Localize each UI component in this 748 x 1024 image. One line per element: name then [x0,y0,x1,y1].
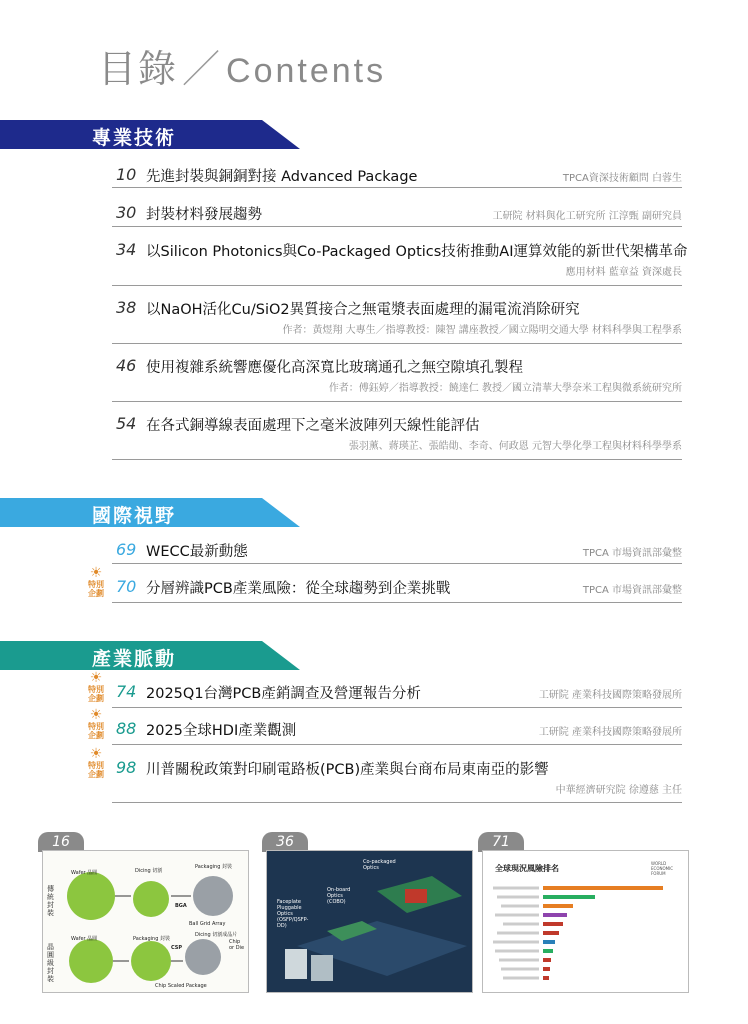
entry-author: 張羽薰、蔣瑛芷、張皓勛、李奇、何政恩 元智大學化學工程與材料科學學系 [348,441,682,452]
diagram-label: Chip or Die [229,939,245,951]
entry-title: 以Silicon Photonics與Co-Packaged Optics技術推動AI運算效能的新世代架構革命 [146,244,688,260]
page-number: 69 [116,540,137,559]
diagram-label: Ball Grid Array [189,921,226,927]
page-number: 34 [116,240,137,259]
toc-entry[interactable] [112,680,682,708]
entry-author: TPCA資深技術顧問 白蓉生 [562,173,682,184]
badge-line1: 特別 [88,722,104,731]
special-feature-badge [83,671,109,703]
entry-author: 工研院 產業科技國際策略發展所 [538,727,682,738]
diagram-label: Wafer 晶圓 [71,870,98,876]
toc-entry[interactable] [112,575,682,603]
badge-line2: 企劃 [88,589,104,598]
thumbnail-page-tab: 71 [478,832,524,852]
special-feature-badge [83,747,109,779]
badge-line1: 特別 [88,761,104,770]
page-number: 88 [116,719,137,738]
title-en: Contents [226,52,387,90]
toc-entry[interactable] [112,756,682,803]
badge-line2: 企劃 [88,770,104,779]
toc-entry[interactable] [112,201,682,227]
diagram-label: Wafer 晶圓 [71,936,98,942]
lightbulb-icon: ☀ [89,670,103,686]
page-number: 30 [116,203,137,222]
entry-author: 應用材料 藍章益 資深處長 [565,267,682,278]
diagram-label: BGA [175,903,187,909]
section-band-industry [0,641,300,670]
title-zh: 目錄 [98,47,179,91]
diagram-label: CSP [171,945,183,951]
entry-author: 作者：黃煜翔 大專生／指導教授：陳智 講座教授／國立陽明交通大學 材料科學與工程學系 [282,325,682,336]
toc-entry[interactable] [112,354,682,402]
lightbulb-icon: ☀ [89,707,103,723]
entry-author: 工研院 材料與化工研究所 江淳甄 副研究員 [492,211,682,222]
diagram-label: Dicing 切割 [135,868,163,874]
diagram-label: Faceplate Pluggable Optics (OSFP/QSFP-DD) [277,899,309,929]
badge-line1: 特別 [88,580,104,589]
toc-entry[interactable] [112,296,682,344]
entry-author: TPCA 市場資訊部彙整 [582,548,682,559]
toc-entry[interactable] [112,538,682,564]
entry-title: 2025Q1台灣PCB產銷調查及營運報告分析 [146,686,421,702]
entry-author: TPCA 市場資訊部彙整 [582,585,682,596]
special-feature-badge [83,708,109,740]
entry-title: 分層辨識PCB產業風險：從全球趨勢到企業挑戰 [146,581,451,597]
title-slash: ／ [182,47,223,91]
risk-bar-chart [483,851,688,992]
toc-entry[interactable] [112,717,682,745]
wef-logo: WORLD ECONOMIC FORUM [651,861,674,876]
entry-title: 封裝材料發展趨勢 [146,207,262,223]
section-band-international [0,498,300,527]
diagram-label: On-board Optics (COBO) [327,887,351,905]
thumbnail-frame [266,850,473,993]
section-band-tech [0,120,300,149]
diagram-label: Chip Scaled Package [155,983,207,989]
diagram-label: Co-packaged Optics [363,859,396,871]
special-feature-badge [83,566,109,598]
entry-title: WECC最新動態 [146,544,248,560]
chart-thumbnail-title: 全球現況風險排名 [495,864,559,873]
entry-author: 工研院 產業科技國際策略發展所 [538,690,682,701]
page-number: 54 [116,414,137,433]
badge-line1: 特別 [88,685,104,694]
page-number: 46 [116,356,137,375]
page-number: 38 [116,298,137,317]
entry-title: 使用複雜系統響應優化高深寬比玻璃通孔之無空隙填孔製程 [146,360,523,376]
thumbnail-page-tab: 16 [38,832,84,852]
entry-title: 川普關稅政策對印刷電路板(PCB)產業與台商布局東南亞的影響 [146,762,549,778]
entry-title: 先進封裝與銅銅對接 Advanced Package [146,169,418,185]
page-number: 70 [116,577,137,596]
lightbulb-icon: ☀ [89,565,103,581]
entry-title: 在各式銅導線表面處理下之毫米波陣列天線性能評估 [146,418,480,434]
diagram-label: Packaging 封裝 [133,936,170,942]
section-label: 專業技術 [92,127,177,149]
entry-author: 作者：傅鈺婷／指導教授：饒達仁 教授／國立清華大學奈米工程與微系統研究所 [328,383,682,394]
side-label-top: 傳統封裝 [47,885,54,917]
entry-author: 中華經濟研究院 徐遵慈 主任 [555,785,682,796]
diagram-label: Dicing 切割成晶片 [195,932,238,938]
thumbnail-frame [482,850,689,993]
page-number: 74 [116,682,137,701]
diagram-label: Packaging 封裝 [195,864,232,870]
entry-title: 2025全球HDI產業觀測 [146,723,297,739]
toc-entry[interactable] [112,163,682,188]
page-number: 98 [116,758,137,777]
side-label-bottom: 晶圓級封裝 [47,943,54,983]
toc-entry[interactable] [112,238,688,286]
badge-line2: 企劃 [88,731,104,740]
entry-title: 以NaOH活化Cu/SiO2異質接合之無電漿表面處理的漏電流消除研究 [146,302,580,318]
page-number: 10 [116,165,137,184]
thumbnail-frame [42,850,249,993]
thumbnail-page-tab: 36 [262,832,308,852]
page-title [98,38,386,93]
lightbulb-icon: ☀ [89,746,103,762]
badge-line2: 企劃 [88,694,104,703]
section-label: 產業脈動 [92,648,177,670]
toc-entry[interactable] [112,412,682,460]
section-label: 國際視野 [92,505,177,527]
